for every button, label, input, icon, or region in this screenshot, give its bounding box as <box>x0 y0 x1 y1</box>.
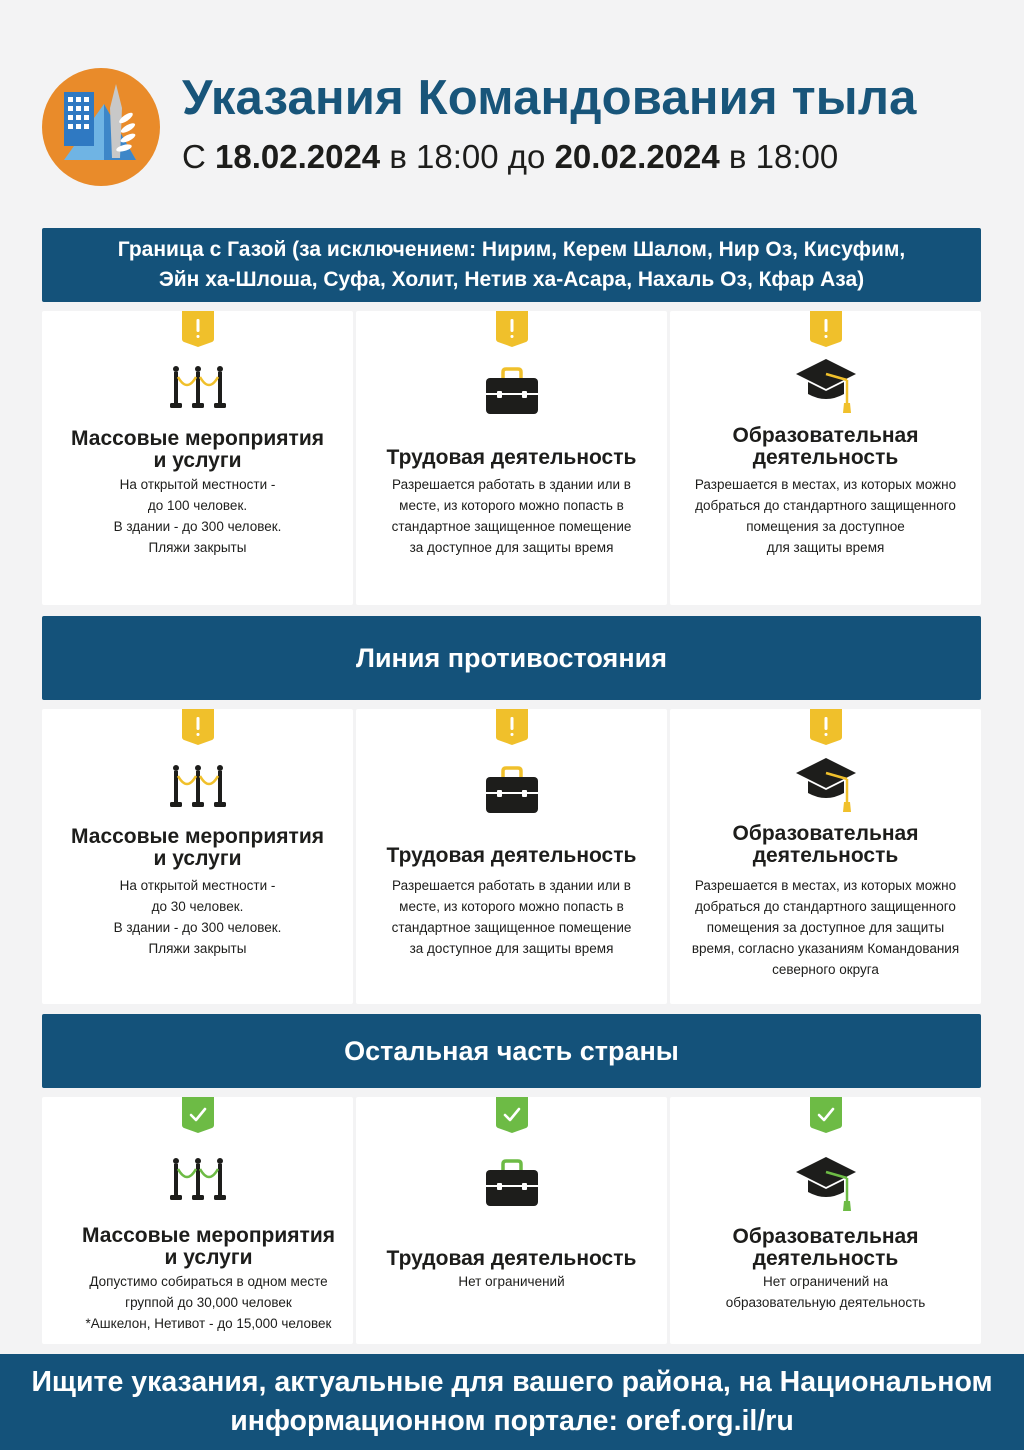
stanchion-icon <box>170 1157 226 1208</box>
card-education-activity <box>670 709 981 1004</box>
graduation-cap-icon <box>795 756 857 819</box>
warning-badge-icon <box>810 709 842 745</box>
card-text: Нет ограничений <box>458 1274 565 1289</box>
date-range <box>182 138 838 176</box>
card-text: Разрешается работать в здании или в месте, из которого можно попасть в стандартное защищенное помещение за доступное для защиты время <box>391 477 632 555</box>
section-title: Линия противостояния <box>356 642 667 673</box>
card-title: Массовые мероприятия и услуги <box>71 825 324 870</box>
footer-banner <box>0 1354 1024 1450</box>
card-text: Разрешается в местах, из которых можно добраться до стандартного защищенного помещения за доступное для защиты время, согласно указаниям Командования северного округа <box>691 878 960 977</box>
card-work-activity <box>356 1097 667 1344</box>
briefcase-icon <box>484 765 540 820</box>
time-from: в 18:00 до <box>380 138 555 175</box>
card-title: Массовые мероприятия и услуги <box>71 427 324 472</box>
section-gaza-border-cards <box>42 311 981 605</box>
card-mass-events <box>42 1097 353 1344</box>
warning-badge-icon <box>496 311 528 347</box>
card-work-activity <box>356 709 667 1004</box>
section-rest-of-country-cards <box>42 1097 981 1344</box>
section-rest-of-country-header <box>42 1014 981 1088</box>
page-title: Указания Командования тыла <box>182 71 917 125</box>
card-text: Нет ограничений на образовательную деятельность <box>725 1274 926 1310</box>
card-title: Трудовая деятельность <box>386 844 637 867</box>
card-work-activity <box>356 311 667 605</box>
card-title: Массовые мероприятия и услуги <box>82 1224 335 1269</box>
section-gaza-border-header <box>42 228 981 302</box>
card-title: Образовательная деятельность <box>732 822 919 867</box>
date-prefix: С <box>182 138 215 175</box>
card-mass-events <box>42 311 353 605</box>
header <box>0 0 1024 210</box>
briefcase-icon <box>484 1158 540 1213</box>
card-text: На открытой местности - до 100 человек. В здании - до 300 человек. Пляжи закрыты <box>113 477 282 555</box>
card-text: На открытой местности - до 30 человек. В здании - до 300 человек. Пляжи закрыты <box>113 878 282 956</box>
section-title-line: Эйн ха-Шлоша, Суфа, Холит, Нетив ха-Асара, Нахаль Оз, Кфар Аза) <box>158 268 865 291</box>
card-mass-events <box>42 709 353 1004</box>
date-to: 20.02.2024 <box>554 138 720 175</box>
time-to: в 18:00 <box>719 138 839 175</box>
section-title-line: Граница с Газой (за исключением: Нирим, Керем Шалом, Нир Оз, Кисуфим, <box>117 238 906 261</box>
card-title: Образовательная деятельность <box>732 1225 919 1270</box>
card-education-activity <box>670 1097 981 1344</box>
card-title: Трудовая деятельность <box>386 446 637 469</box>
section-title: Остальная часть страны <box>344 1035 679 1066</box>
check-badge-icon <box>182 1097 214 1133</box>
card-text: Разрешается в местах, из которых можно добраться до стандартного защищенного помещения за доступное для защиты время <box>694 477 957 555</box>
section-confrontation-line-header <box>42 616 981 700</box>
card-title: Трудовая деятельность <box>386 1247 637 1270</box>
card-text: Разрешается работать в здании или в месте, из которого можно попасть в стандартное защищенное помещение за доступное для защиты время <box>391 878 632 956</box>
footer-line: Ищите указания, актуальные для вашего района, на Национальном <box>31 1366 993 1398</box>
home-front-command-logo <box>42 68 160 186</box>
warning-badge-icon <box>182 709 214 745</box>
check-badge-icon <box>496 1097 528 1133</box>
warning-badge-icon <box>810 311 842 347</box>
footer-link-line[interactable]: информационном портале: oref.org.il/ru <box>230 1405 794 1437</box>
graduation-cap-icon <box>795 1155 857 1218</box>
card-title: Образовательная деятельность <box>732 424 919 469</box>
stanchion-icon <box>170 764 226 815</box>
warning-badge-icon <box>182 311 214 347</box>
stanchion-icon <box>170 365 226 416</box>
card-text: Допустимо собираться в одном месте группой до 30,000 человек *Ашкелон, Нетивот - до 15,000 человек <box>85 1274 332 1331</box>
warning-badge-icon <box>496 709 528 745</box>
briefcase-icon <box>484 366 540 421</box>
card-education-activity <box>670 311 981 605</box>
date-from: 18.02.2024 <box>215 138 381 175</box>
section-confrontation-line-cards <box>42 709 981 1004</box>
graduation-cap-icon <box>795 357 857 420</box>
check-badge-icon <box>810 1097 842 1133</box>
